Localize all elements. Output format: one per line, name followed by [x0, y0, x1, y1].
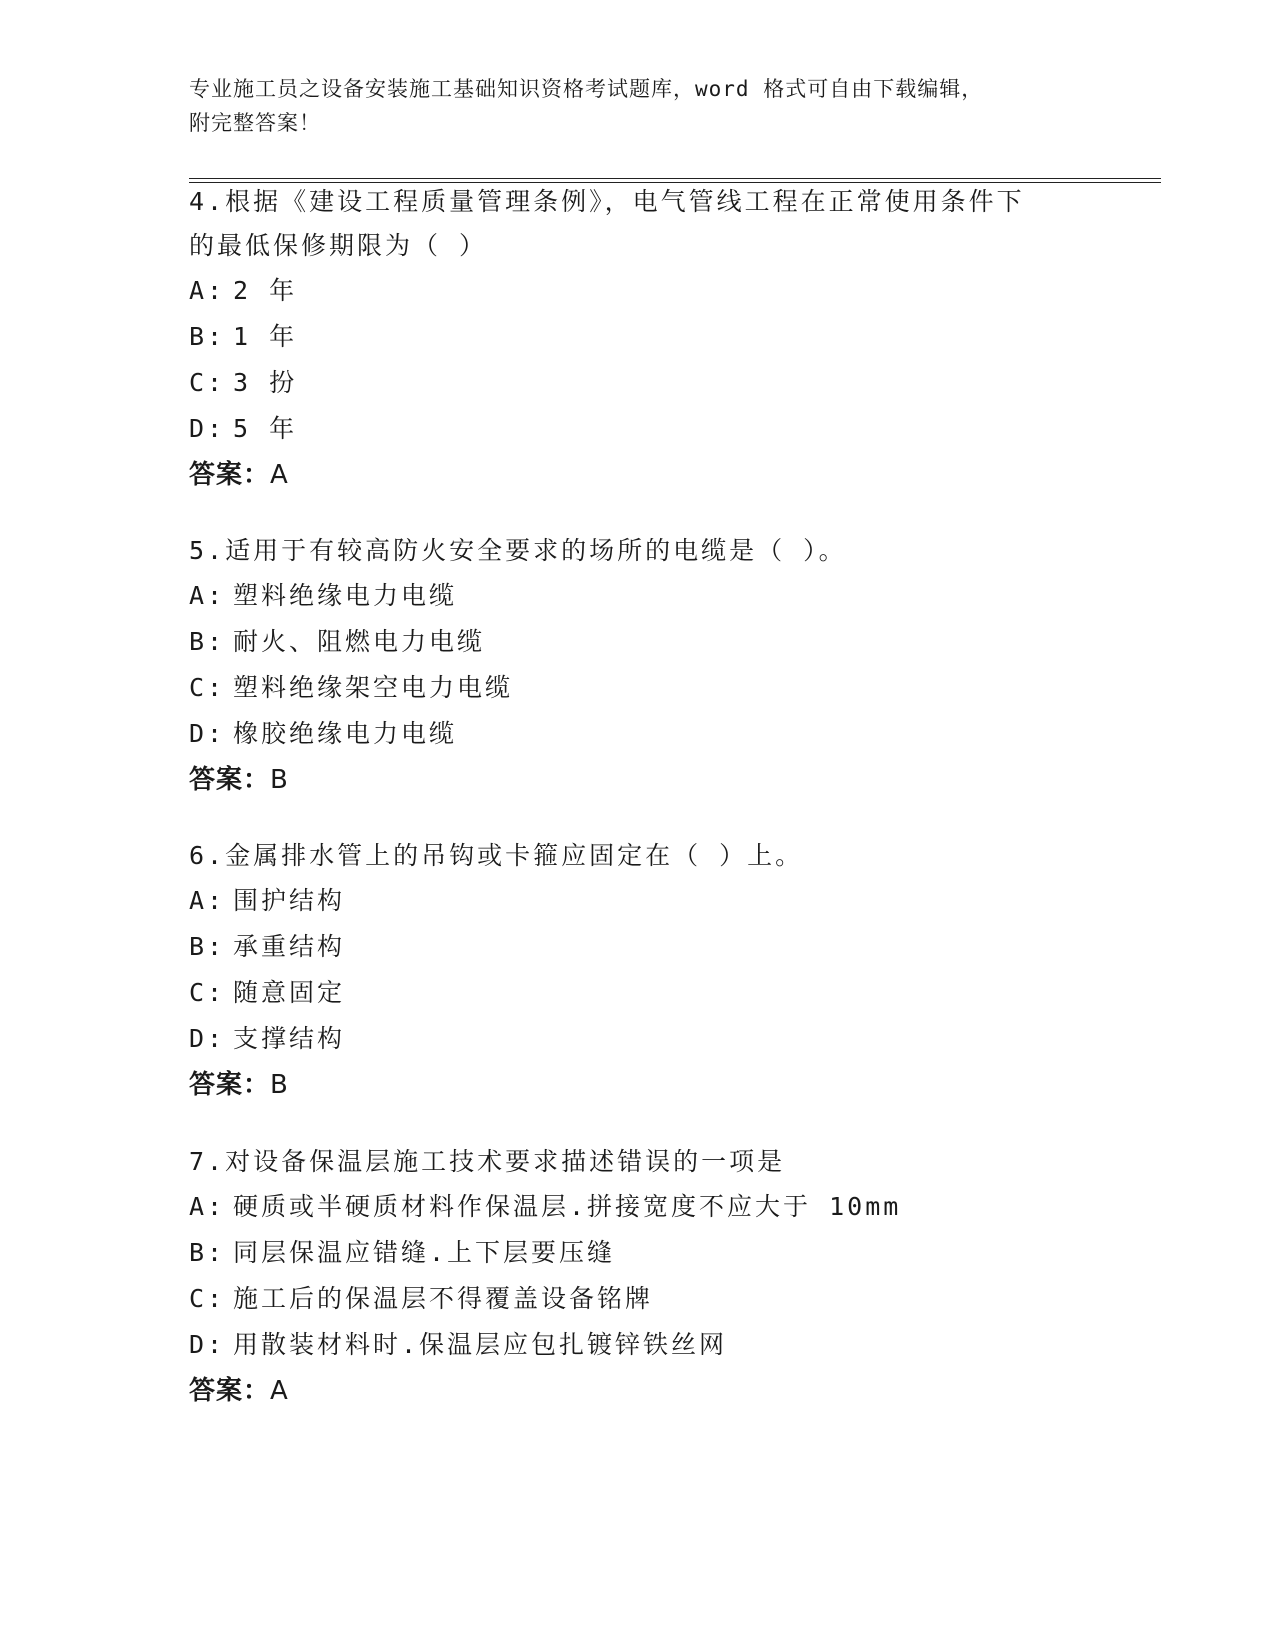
option-text: 硬质或半硬质材料作保温层.拼接宽度不应大于 10mm	[233, 1192, 902, 1221]
question-text: 4.根据《建设工程质量管理条例》，电气管线工程在正常使用条件下	[189, 187, 1025, 216]
option-b	[189, 314, 1089, 360]
option-d	[189, 406, 1089, 452]
option-key: D:	[189, 1024, 226, 1053]
option-key: A:	[189, 581, 226, 610]
option-text: 橡胶绝缘电力电缆	[233, 719, 458, 748]
header-line-2: 附完整答案！	[189, 111, 321, 135]
option-d	[189, 1322, 1089, 1368]
question-text: 6.金属排水管上的吊钩或卡箍应固定在（ ）上。	[189, 841, 804, 870]
question-text: 7.对设备保温层施工技术要求描述错误的一项是	[189, 1147, 786, 1176]
option-text: 用散装材料时.保温层应包扎镀锌铁丝网	[233, 1330, 728, 1359]
option-text: 塑料绝缘电力电缆	[233, 581, 458, 610]
answer-line	[189, 452, 1089, 498]
option-key: B:	[189, 1238, 226, 1267]
option-c	[189, 360, 1089, 406]
answer-label: 答案：	[189, 460, 271, 490]
option-key: C:	[189, 1284, 226, 1313]
option-d	[189, 1016, 1089, 1062]
answer-value: A	[270, 1376, 289, 1406]
option-key: C:	[189, 673, 226, 702]
option-key: A:	[189, 276, 226, 305]
option-text: 围护结构	[233, 886, 346, 915]
option-text: 支撑结构	[233, 1024, 346, 1053]
option-key: B:	[189, 932, 226, 961]
answer-value: B	[270, 1070, 289, 1100]
option-key: D:	[189, 719, 226, 748]
document-header	[189, 72, 1069, 140]
option-text: 2 年	[233, 276, 298, 305]
option-text: 随意固定	[233, 978, 346, 1007]
option-text: 塑料绝缘架空电力电缆	[233, 673, 514, 702]
option-key: B:	[189, 627, 226, 656]
option-text: 1 年	[233, 322, 298, 351]
option-key: A:	[189, 1192, 226, 1221]
option-c	[189, 665, 1089, 711]
option-key: A:	[189, 886, 226, 915]
option-key: C:	[189, 978, 226, 1007]
option-c	[189, 970, 1089, 1016]
option-d	[189, 711, 1089, 757]
option-a	[189, 878, 1089, 924]
option-a	[189, 1184, 1089, 1230]
question-7	[189, 1140, 1089, 1414]
answer-value: A	[270, 460, 289, 490]
option-text: 5 年	[233, 414, 298, 443]
option-a	[189, 268, 1089, 314]
question-5	[189, 529, 1089, 803]
option-text: 承重结构	[233, 932, 346, 961]
answer-label: 答案：	[189, 1070, 271, 1100]
answer-label: 答案：	[189, 765, 271, 795]
option-text: 3 扮	[233, 368, 298, 397]
answer-line	[189, 1062, 1089, 1108]
option-key: D:	[189, 1330, 226, 1359]
option-b	[189, 619, 1089, 665]
header-line-1: 专业施工员之设备安装施工基础知识资格考试题库，word 格式可自由下载编辑，	[189, 77, 984, 101]
option-key: B:	[189, 322, 226, 351]
question-6	[189, 834, 1089, 1108]
option-b	[189, 1230, 1089, 1276]
option-text: 耐火、阻燃电力电缆	[233, 627, 486, 656]
question-text: 5.适用于有较高防火安全要求的场所的电缆是（ ）。	[189, 536, 847, 565]
question-text-continuation: 的最低保修期限为（ ）	[189, 231, 488, 260]
option-key: D:	[189, 414, 226, 443]
option-b	[189, 924, 1089, 970]
answer-value: B	[270, 765, 289, 795]
option-c	[189, 1276, 1089, 1322]
answer-label: 答案：	[189, 1376, 271, 1406]
option-a	[189, 573, 1089, 619]
answer-line	[189, 1368, 1089, 1414]
option-key: C:	[189, 368, 226, 397]
question-4	[189, 180, 1089, 498]
answer-line	[189, 757, 1089, 803]
option-text: 施工后的保温层不得覆盖设备铭牌	[233, 1284, 654, 1313]
option-text: 同层保温应错缝.上下层要压缝	[233, 1238, 616, 1267]
